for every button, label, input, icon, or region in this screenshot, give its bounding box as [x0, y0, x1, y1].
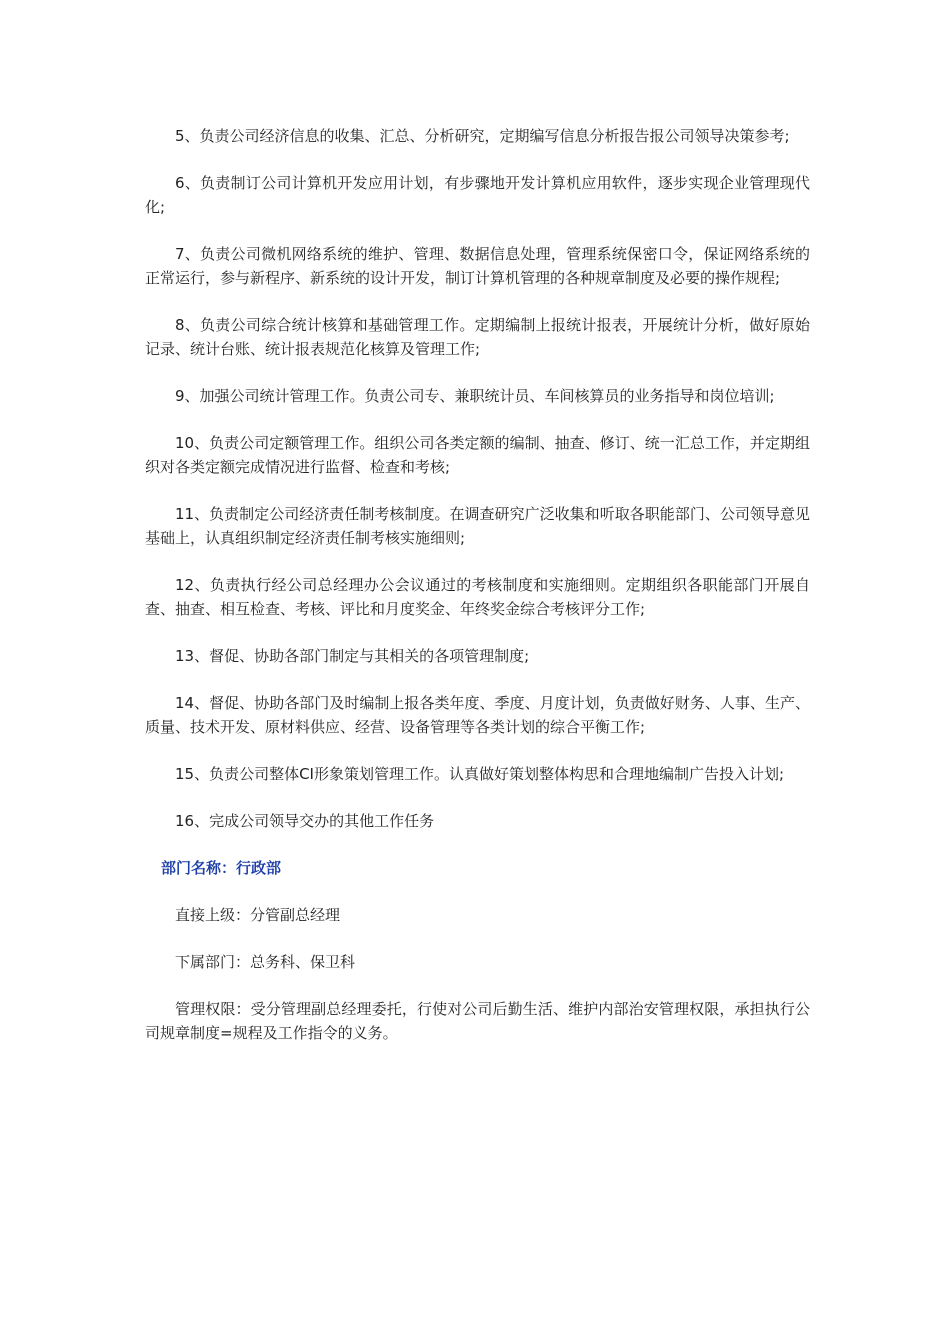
duty-item-15: 15、负责公司整体CI形象策划管理工作。认真做好策划整体构思和合理地编制广告投入计划;	[175, 765, 785, 783]
duty-item-16: 16、完成公司领导交办的其他工作任务	[175, 812, 435, 830]
duty-item-13: 13、督促、协助各部门制定与其相关的各项管理制度;	[175, 647, 530, 665]
duty-item-9: 9、加强公司统计管理工作。负责公司专、兼职统计员、车间核算员的业务指导和岗位培训;	[175, 387, 775, 405]
duty-item-8: 8、负责公司综合统计核算和基础管理工作。定期编制上报统计报表，开展统计分析，做好原始记录、统计台账、统计报表规范化核算及管理工作;	[145, 316, 810, 358]
duty-item-12: 12、负责执行经公司总经理办公会议通过的考核制度和实施细则。定期组织各职能部门开展自查、抽查、相互检查、考核、评比和月度奖金、年终奖金综合考核评分工作;	[145, 576, 810, 618]
duty-item-7: 7、负责公司微机网络系统的维护、管理、数据信息处理，管理系统保密口令，保证网络系统的正常运行，参与新程序、新系统的设计开发，制订计算机管理的各种规章制度及必要的操作规程;	[145, 245, 810, 287]
duty-item-6: 6、负责制订公司计算机开发应用计划，有步骤地开发计算机应用软件，逐步实现企业管理现代化;	[145, 174, 810, 216]
duty-item-14: 14、督促、协助各部门及时编制上报各类年度、季度、月度计划，负责做好财务、人事、生产、质量、技术开发、原材料供应、经营、设备管理等各类计划的综合平衡工作;	[145, 694, 810, 736]
management-authority: 管理权限：受分管理副总经理委托，行使对公司后勤生活、维护内部治安管理权限，承担执行公司规章制度=规程及工作指令的义务。	[145, 1000, 810, 1042]
direct-superior: 直接上级：分管副总经理	[175, 906, 341, 924]
subordinate-departments: 下属部门：总务科、保卫科	[175, 953, 356, 971]
duty-item-5: 5、负责公司经济信息的收集、汇总、分析研究，定期编写信息分析报告报公司领导决策参考;	[175, 127, 790, 145]
duty-item-10: 10、负责公司定额管理工作。组织公司各类定额的编制、抽查、修订、统一汇总工作，并定期组织对各类定额完成情况进行监督、检查和考核;	[145, 434, 810, 476]
duty-item-11: 11、负责制定公司经济责任制考核制度。在调查研究广泛收集和听取各职能部门、公司领导意见基础上，认真组织制定经济责任制考核实施细则;	[145, 505, 810, 547]
document-page	[145, 124, 810, 1068]
department-heading: 部门名称：行政部	[161, 859, 282, 877]
